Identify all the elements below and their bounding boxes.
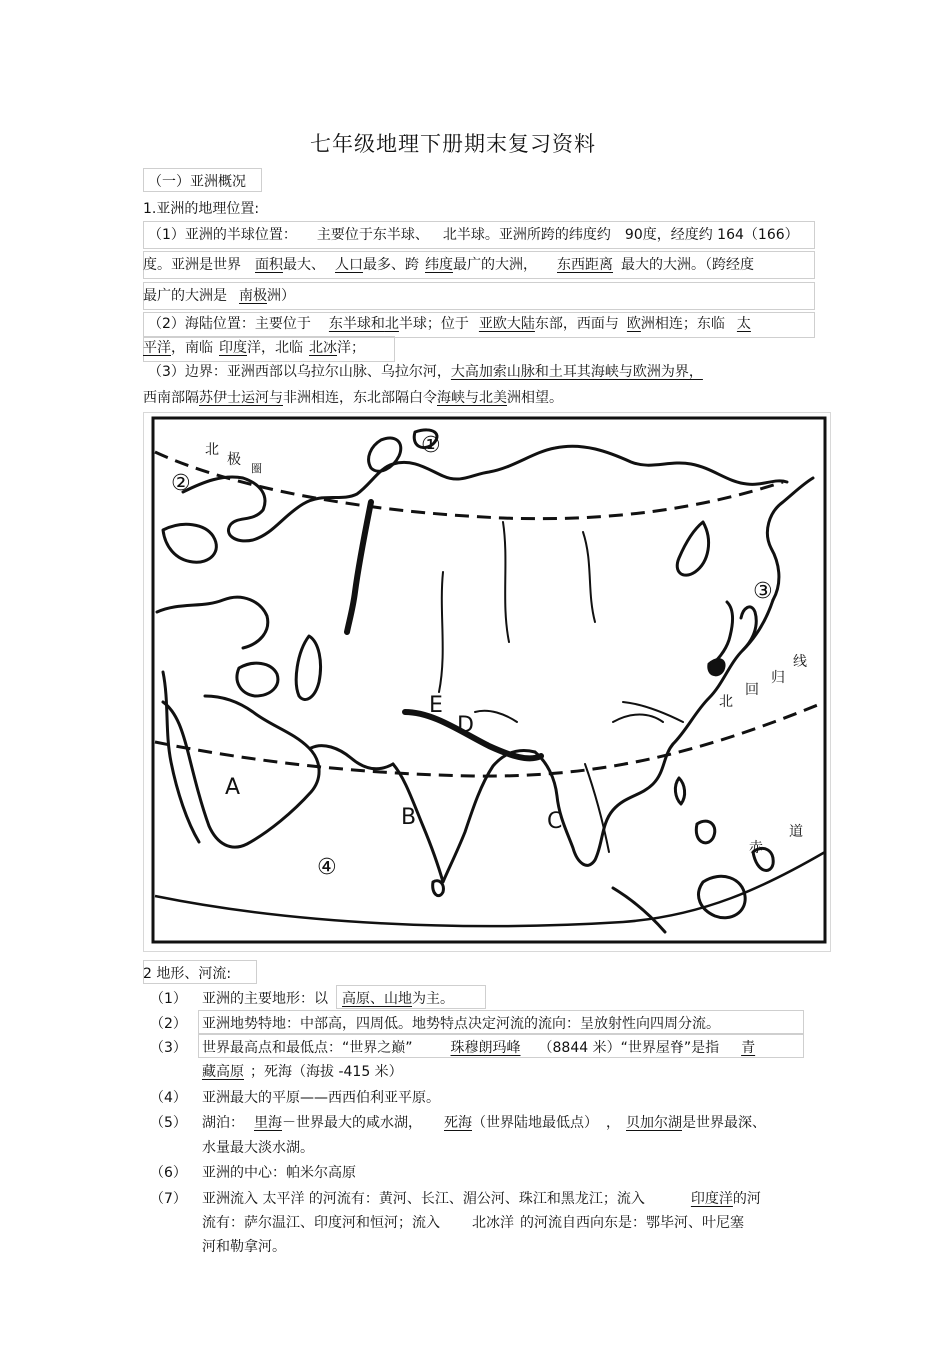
equator-label-1: 赤 (749, 840, 763, 856)
text: 最大、 (283, 257, 325, 273)
text: （1）亚洲的半球位置： (148, 227, 297, 243)
map-label-E: E (429, 693, 443, 718)
answer: 人口 (335, 257, 363, 273)
arctic-label-3: 圈 (251, 462, 262, 475)
page-title: 七年级地理下册期末复习资料 (310, 132, 596, 156)
text: 洋； (337, 340, 365, 356)
text: 西南部隔 (143, 390, 199, 406)
text: 亚洲的主要地形：以 (202, 991, 328, 1007)
text: （2）海陆位置：主要位于 (148, 316, 311, 332)
map-outer-border (144, 413, 831, 952)
answer: 北冰 (309, 340, 337, 356)
item-number: （1） (150, 991, 187, 1007)
answer: 纬度 (425, 257, 453, 273)
text: 最大的大洲。（跨经度 (621, 257, 754, 273)
answer: 面积 (255, 257, 283, 273)
answer: 高原、山地 (342, 991, 412, 1007)
answer: 太 (736, 316, 751, 332)
section2-heading: 2 地形、河流: (143, 966, 232, 982)
text: 湖泊： (202, 1115, 244, 1131)
hemisphere-position-line-2 (143, 255, 754, 275)
map-label-B: B (401, 805, 417, 830)
sea-land-position-line-1 (148, 314, 751, 334)
answer: 印度 (219, 340, 247, 356)
tropic-label-3: 归 (771, 670, 785, 686)
text: 非洲相连，东北部隔白令 (283, 390, 437, 406)
text: 为主。 (412, 991, 454, 1007)
hemisphere-position-line-3 (143, 286, 295, 306)
tropic-label-2: 回 (745, 682, 759, 698)
terrain-item: 亚洲最大的平原——西西伯利亚平原。 (202, 1090, 440, 1106)
text: ；死海（海拔 -415 米） (250, 1064, 403, 1080)
arctic-label-2: 极 (227, 452, 241, 468)
text: 北冰洋 (472, 1215, 514, 1231)
text: 东部，西面与 (534, 316, 619, 332)
text: ， (606, 1115, 620, 1131)
text: （8844 米）“世界屋脊”是指 (538, 1040, 720, 1056)
text: 世界最高点和最低点：“世界之巅” (202, 1040, 413, 1056)
map-label-1: ① (421, 433, 441, 458)
answer: 藏高原 (202, 1064, 244, 1080)
subsection-title-location: 1.亚洲的地理位置: (143, 201, 260, 217)
boundary-line-1 (148, 362, 703, 382)
text: －世界最大的咸水湖， (282, 1115, 422, 1131)
item-number: （7） (150, 1191, 187, 1207)
text: 最多、跨 (363, 257, 419, 273)
text: 洲相连；东临 (640, 316, 725, 332)
answer: 海峡与北美 (437, 390, 507, 406)
map-label-2: ② (171, 471, 191, 496)
map-label-4: ④ (317, 855, 337, 880)
river-item-continued (202, 1212, 744, 1232)
text: 最广的大洲， (453, 257, 537, 273)
terrain-item: 亚洲地势特地：中部高，四周低。地势特点决定河流的流向：呈放射性向四周分流。 (202, 1016, 720, 1032)
text: 半球；位于 (398, 316, 469, 332)
answer: 印度洋 (690, 1191, 733, 1207)
japan-kyushu (709, 660, 724, 675)
tropic-label-1: 北 (719, 694, 733, 710)
answer: 南极 (239, 288, 267, 304)
answer: 死海 (444, 1115, 472, 1131)
center-item: 亚洲的中心：帕米尔高原 (202, 1165, 356, 1181)
lake-item (202, 1112, 766, 1132)
river-item (202, 1188, 761, 1208)
answer: 珠穆朗玛峰 (450, 1040, 521, 1056)
answer: 北 (384, 316, 399, 332)
text: 洲相望。 (507, 390, 563, 406)
answer: 贝加尔湖 (626, 1115, 682, 1131)
text: ，南临 (171, 340, 213, 356)
asia-map (143, 412, 831, 952)
section-heading: （一）亚洲概况 (148, 174, 246, 190)
answer: 平洋 (143, 340, 171, 356)
text: 亚洲流入 太平洋 的河流有：黄河、长江、湄公河、珠江和黑龙江；流入 (202, 1191, 645, 1207)
terrain-item-continued (202, 1061, 403, 1081)
sea-land-position-line-2 (143, 338, 365, 358)
item-number: （5） (150, 1115, 187, 1131)
answer: 东半球和 (328, 316, 385, 332)
text: 的河 (732, 1191, 761, 1207)
item-number: （3） (150, 1040, 187, 1056)
text: 90度，经度约 164（166） (624, 227, 799, 243)
map-label-C: C (547, 809, 563, 834)
river-item-continued: 河和勒拿河。 (202, 1239, 286, 1255)
text: 流有：萨尔温江、印度河和恒河；流入 (202, 1215, 440, 1231)
boundary-line-2 (143, 388, 563, 408)
item-number: （2） (150, 1016, 187, 1032)
item-number: （6） (150, 1165, 187, 1181)
text: 的河流自西向东是：鄂毕河、叶尼塞 (520, 1215, 744, 1231)
map-label-3: ③ (753, 579, 773, 604)
text: 洋，北临 (247, 340, 303, 356)
text: （世界陆地最低点） (472, 1115, 598, 1131)
equator-label-2: 道 (789, 824, 803, 840)
text: 洲） (267, 288, 295, 304)
text: 度。亚洲是世界 (143, 257, 241, 273)
text: （3）边界：亚洲西部以乌拉尔山脉、乌拉尔河， (148, 364, 451, 380)
answer: 欧 (626, 316, 641, 332)
text: 北半球。亚洲所跨的纬度约 (442, 227, 611, 243)
map-label-D: D (457, 713, 474, 738)
map-label-A: A (225, 775, 241, 800)
hemisphere-position-line-1 (148, 225, 799, 245)
item-number: （4） (150, 1090, 187, 1106)
answer: 亚欧大陆 (478, 316, 535, 332)
terrain-item (202, 988, 454, 1008)
answer: 苏伊士运河与 (199, 390, 283, 406)
answer: 东西距离 (557, 257, 613, 273)
answer: 青 (741, 1040, 756, 1056)
text: 最广的大洲是 (143, 288, 227, 304)
answer: 里海 (254, 1115, 282, 1131)
lake-item-continued: 水量最大淡水湖。 (202, 1140, 314, 1156)
answer: 大高加索山脉和土耳其海峡与欧洲为界， (450, 364, 703, 380)
arctic-label-1: 北 (205, 442, 219, 458)
terrain-item (202, 1037, 755, 1057)
text: 主要位于东半球、 (316, 227, 429, 243)
text: 是世界最深、 (682, 1115, 766, 1131)
tropic-label-4: 线 (793, 654, 807, 670)
